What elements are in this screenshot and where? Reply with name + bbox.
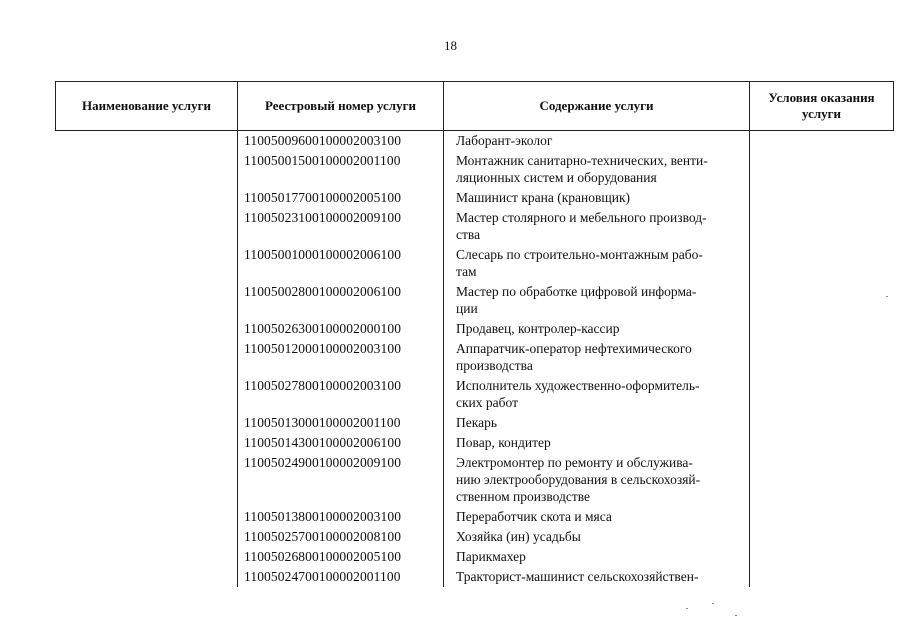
service-conditions-cell: [750, 319, 894, 339]
registry-number-cell: 11005026300100002000100: [238, 319, 444, 339]
service-conditions-cell: [750, 376, 894, 413]
service-conditions-cell: [750, 547, 894, 567]
registry-number-cell: 11005001000100002006100: [238, 245, 444, 282]
registry-number-cell: 11005026800100002005100: [238, 547, 444, 567]
header-service-name: Наименование услуги: [56, 82, 238, 131]
table-row: [56, 282, 894, 319]
service-name-cell: [56, 547, 238, 567]
service-conditions-cell: [750, 433, 894, 453]
service-content-cell: Переработчик скота и мяса: [444, 507, 750, 527]
registry-number-cell: 11005001500100002001100: [238, 151, 444, 188]
service-content-cell: Повар, кондитер: [444, 433, 750, 453]
service-conditions-cell: [750, 188, 894, 208]
table-row: [56, 567, 894, 587]
service-content-cell: Исполнитель художественно-оформитель- ских работ: [444, 376, 750, 413]
scan-speck: [886, 296, 888, 297]
service-name-cell: [56, 453, 238, 507]
service-name-cell: [56, 376, 238, 413]
service-content-cell: Мастер столярного и мебельного производ- ства: [444, 208, 750, 245]
service-content-cell: Аппаратчик-оператор нефтехимического производства: [444, 339, 750, 376]
service-name-cell: [56, 245, 238, 282]
service-name-cell: [56, 339, 238, 376]
service-conditions-cell: [750, 282, 894, 319]
scan-speck: [735, 615, 737, 616]
registry-number-cell: 11005002800100002006100: [238, 282, 444, 319]
table-header: [56, 82, 894, 131]
service-content-cell: Электромонтер по ремонту и обслужива- нию электрооборудования в сельскохозяй- ственном производстве: [444, 453, 750, 507]
service-name-cell: [56, 567, 238, 587]
registry-number-cell: 11005024900100002009100: [238, 453, 444, 507]
service-name-cell: [56, 208, 238, 245]
table-row: [56, 319, 894, 339]
service-content-cell: Монтажник санитарно-технических, венти- ляционных систем и оборудования: [444, 151, 750, 188]
table-row: [56, 507, 894, 527]
service-name-cell: [56, 319, 238, 339]
table-row: [56, 547, 894, 567]
service-content-cell: Продавец, контролер-кассир: [444, 319, 750, 339]
service-content-cell: Машинист крана (крановщик): [444, 188, 750, 208]
table-row: [56, 433, 894, 453]
service-name-cell: [56, 433, 238, 453]
service-conditions-cell: [750, 413, 894, 433]
registry-number-cell: 11005012000100002003100: [238, 339, 444, 376]
table-body: [56, 131, 894, 588]
table-row: [56, 376, 894, 413]
scan-speck: [686, 608, 688, 609]
registry-number-cell: 11005024700100002001100: [238, 567, 444, 587]
service-conditions-cell: [750, 208, 894, 245]
services-table: [55, 81, 894, 587]
service-name-cell: [56, 188, 238, 208]
service-conditions-cell: [750, 507, 894, 527]
service-name-cell: [56, 527, 238, 547]
service-conditions-cell: [750, 151, 894, 188]
registry-number-cell: 11005017700100002005100: [238, 188, 444, 208]
service-conditions-cell: [750, 453, 894, 507]
registry-number-cell: 11005023100100002009100: [238, 208, 444, 245]
service-content-cell: Мастер по обработке цифровой информа- ции: [444, 282, 750, 319]
service-content-cell: Слесарь по строительно-монтажным рабо- там: [444, 245, 750, 282]
table-row: [56, 453, 894, 507]
registry-number-cell: 11005014300100002006100: [238, 433, 444, 453]
service-content-cell: Лаборант-эколог: [444, 131, 750, 152]
service-name-cell: [56, 413, 238, 433]
registry-number-cell: 11005013800100002003100: [238, 507, 444, 527]
service-content-cell: Парикмахер: [444, 547, 750, 567]
service-content-cell: Тракторист-машинист сельскохозяйствен-: [444, 567, 750, 587]
service-content-cell: Пекарь: [444, 413, 750, 433]
service-conditions-cell: [750, 527, 894, 547]
table-row: [56, 245, 894, 282]
service-conditions-cell: [750, 131, 894, 152]
table-row: [56, 413, 894, 433]
registry-number-cell: 11005027800100002003100: [238, 376, 444, 413]
header-registry-number: Реестровый номер услуги: [238, 82, 444, 131]
table-row: [56, 131, 894, 152]
registry-number-cell: 11005013000100002001100: [238, 413, 444, 433]
service-conditions-cell: [750, 245, 894, 282]
service-name-cell: [56, 507, 238, 527]
table-row: [56, 527, 894, 547]
service-name-cell: [56, 151, 238, 188]
table-row: [56, 151, 894, 188]
registry-number-cell: 11005025700100002008100: [238, 527, 444, 547]
service-conditions-cell: [750, 339, 894, 376]
page-number: 18: [444, 38, 457, 53]
service-name-cell: [56, 282, 238, 319]
scan-speck: [712, 603, 714, 604]
header-service-content: Содержание услуги: [444, 82, 750, 131]
header-service-conditions: Условия оказания услуги: [750, 82, 894, 131]
registry-number-cell: 11005009600100002003100: [238, 131, 444, 152]
table-row: [56, 188, 894, 208]
service-content-cell: Хозяйка (ин) усадьбы: [444, 527, 750, 547]
table-row: [56, 208, 894, 245]
table-row: [56, 339, 894, 376]
service-conditions-cell: [750, 567, 894, 587]
service-name-cell: [56, 131, 238, 152]
